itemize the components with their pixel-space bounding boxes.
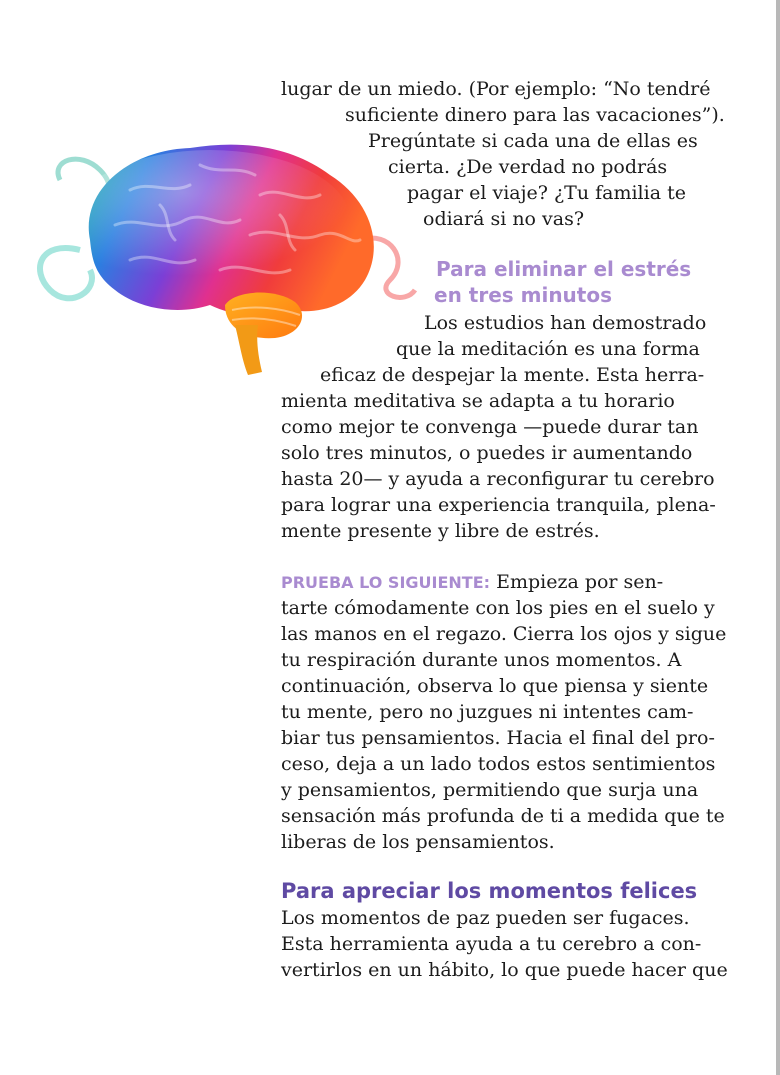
tip-lead: PRUEBA LO SIGUIENTE:	[281, 573, 491, 592]
section-heading: Para eliminar el estrés	[436, 257, 692, 281]
body-line: tarte cómodamente con los pies en el suelo y	[281, 597, 715, 619]
body-line: y pensamientos, permitiendo que surja una	[281, 779, 699, 801]
body-line: hasta 20— y ayuda a reconfigurar tu cerebro	[281, 468, 715, 490]
body-line: sensación más profunda de ti a medida que te	[281, 805, 725, 827]
body-line: que la meditación es una forma	[396, 338, 700, 360]
body-line: las manos en el regazo. Cierra los ojos y sigue	[281, 623, 727, 645]
body-line: Los momentos de paz pueden ser fugaces.	[281, 907, 690, 929]
tip-first-line	[281, 569, 663, 596]
body-line: solo tres minutos, o puedes ir aumentando	[281, 442, 693, 464]
section-heading: Para apreciar los momentos felices	[281, 879, 698, 903]
body-line: tu respiración durante unos momentos. A	[281, 649, 682, 671]
body-line: cierta. ¿De verdad no podrás	[388, 156, 668, 178]
body-line: continuación, observa lo que piensa y siente	[281, 675, 709, 697]
body-line: tu mente, pero no juzgues ni intentes cam-	[281, 701, 694, 723]
body-line: odiará si no vas?	[423, 208, 585, 230]
body-line: Pregúntate si cada una de ellas es	[368, 130, 698, 152]
tip-first-line-rest: Empieza por sen-	[490, 571, 664, 593]
body-line: para lograr una experiencia tranquila, plena-	[281, 494, 716, 516]
body-line: Los estudios han demostrado	[424, 312, 707, 334]
body-line: lugar de un miedo. (Por ejemplo: “No tendré	[281, 78, 711, 100]
section-heading: en tres minutos	[434, 283, 612, 307]
body-line: ceso, deja a un lado todos estos sentimientos	[281, 753, 716, 775]
body-line: suficiente dinero para las vacaciones”).	[345, 104, 725, 126]
smoke-left	[40, 248, 92, 298]
brain-illustration	[20, 120, 420, 380]
body-line: mienta meditativa se adapta a tu horario	[281, 390, 675, 412]
body-line: liberas de los pensamientos.	[281, 831, 555, 853]
body-line: mente presente y libre de estrés.	[281, 520, 600, 542]
body-line: biar tus pensamientos. Hacia el final del pro-	[281, 727, 715, 749]
body-line: vertirlos en un hábito, lo que puede hacer que	[281, 959, 728, 981]
body-line: como mejor te convenga —puede durar tan	[281, 416, 699, 438]
body-line: eficaz de despejar la mente. Esta herra-	[320, 364, 705, 386]
body-line: pagar el viaje? ¿Tu familia te	[407, 182, 686, 204]
page-edge	[776, 0, 780, 1075]
body-line: Esta herramienta ayuda a tu cerebro a con-	[281, 933, 702, 955]
